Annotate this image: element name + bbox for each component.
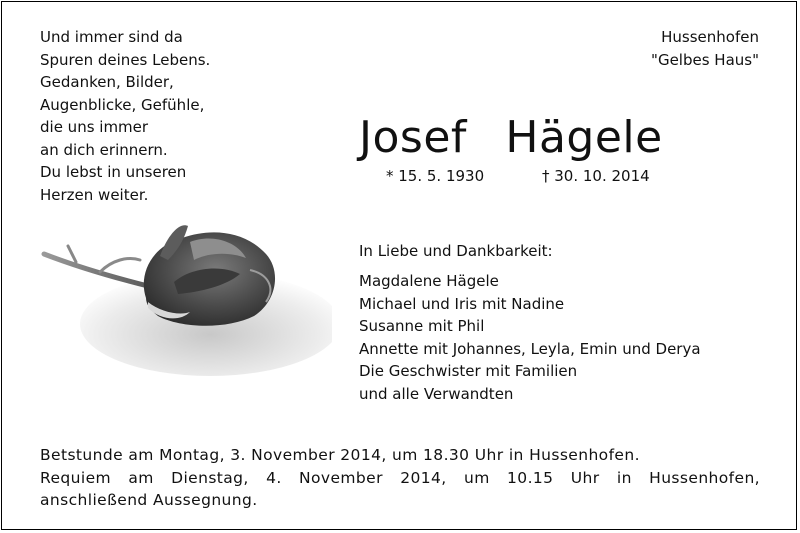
thanks-heading: In Liebe und Dankbarkeit: (359, 242, 553, 260)
birth-date: * 15. 5. 1930 (386, 167, 485, 185)
deceased-name: Josef Hägele (359, 112, 663, 163)
mourner-entry: Die Geschwister mit Familien (359, 362, 578, 381)
death-date: † 30. 10. 2014 (542, 167, 650, 185)
poem-line: Augenblicke, Gefühle, (40, 95, 205, 114)
poem-line: Herzen weiter. (40, 185, 149, 204)
mourner-entry: Annette mit Johannes, Leyla, Emin und Derya (359, 339, 701, 358)
location-block (651, 26, 759, 71)
service-info (40, 444, 760, 512)
requiem-line: Requiem am Dienstag, 4. November 2014, um 10.15 Uhr in Hussenhofen, (40, 468, 760, 487)
mourner-entry: Magdalene Hägele (359, 272, 499, 290)
location-place: Hussenhofen (661, 28, 759, 46)
poem-line: Spuren deines Lebens. (40, 50, 211, 69)
prayer-hour-line: Betstunde am Montag, 3. November 2014, um 18.30 Uhr in Hussenhofen. (40, 446, 640, 464)
memorial-poem (40, 26, 210, 206)
location-house: "Gelbes Haus" (651, 50, 759, 69)
mourner-entry: und alle Verwandten (359, 384, 514, 403)
mourner-entry: Susanne mit Phil (359, 317, 485, 336)
obituary-notice (1, 1, 797, 530)
rose-image (40, 212, 332, 382)
mourner-entry: Michael und Iris mit Nadine (359, 294, 565, 313)
poem-line: Du lebst in unseren (40, 163, 187, 181)
poem-line: an dich erinnern. (40, 140, 168, 159)
poem-line: Und immer sind da (40, 28, 183, 46)
poem-line: Gedanken, Bilder, (40, 73, 174, 91)
poem-line: die uns immer (40, 118, 149, 136)
blessing-line: anschließend Aussegnung. (40, 491, 258, 509)
mourners-list (359, 270, 701, 406)
